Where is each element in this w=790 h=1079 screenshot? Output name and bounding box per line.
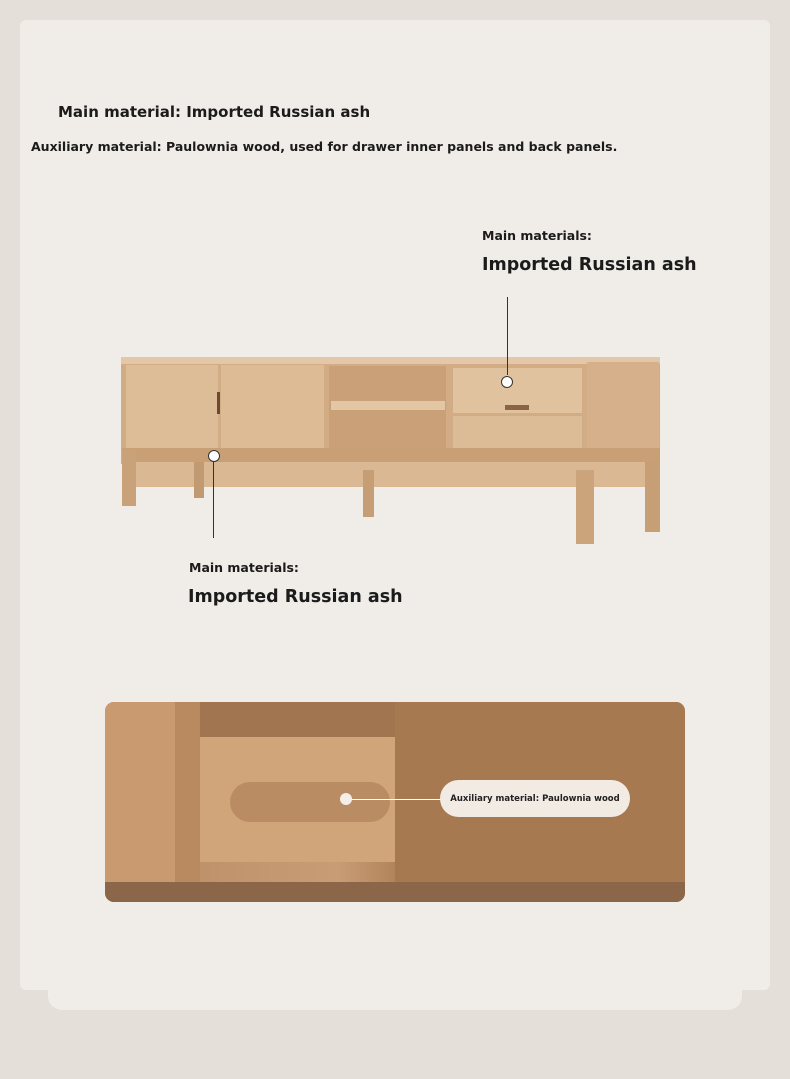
callout-top-line [507, 297, 508, 375]
auxiliary-material-text: Auxiliary material: Paulownia wood, used for drawer inner panels and back panels. [31, 139, 618, 154]
page-card-bottom [48, 960, 742, 1010]
callout-top-dot [501, 376, 513, 388]
callout-bottom-label: Main materials: [189, 560, 299, 575]
main-material-heading: Main material: Imported Russian ash [58, 103, 371, 121]
drawer-detail-photo [105, 702, 685, 902]
callout-bottom-dot [208, 450, 220, 462]
photo-callout-dot [340, 793, 352, 805]
callout-bottom-value: Imported Russian ash [188, 587, 403, 607]
callout-top-label: Main materials: [482, 228, 592, 243]
callout-bottom-line [213, 462, 214, 538]
callout-top-value: Imported Russian ash [482, 255, 697, 275]
photo-callout-tag: Auxiliary material: Paulownia wood [450, 793, 620, 804]
